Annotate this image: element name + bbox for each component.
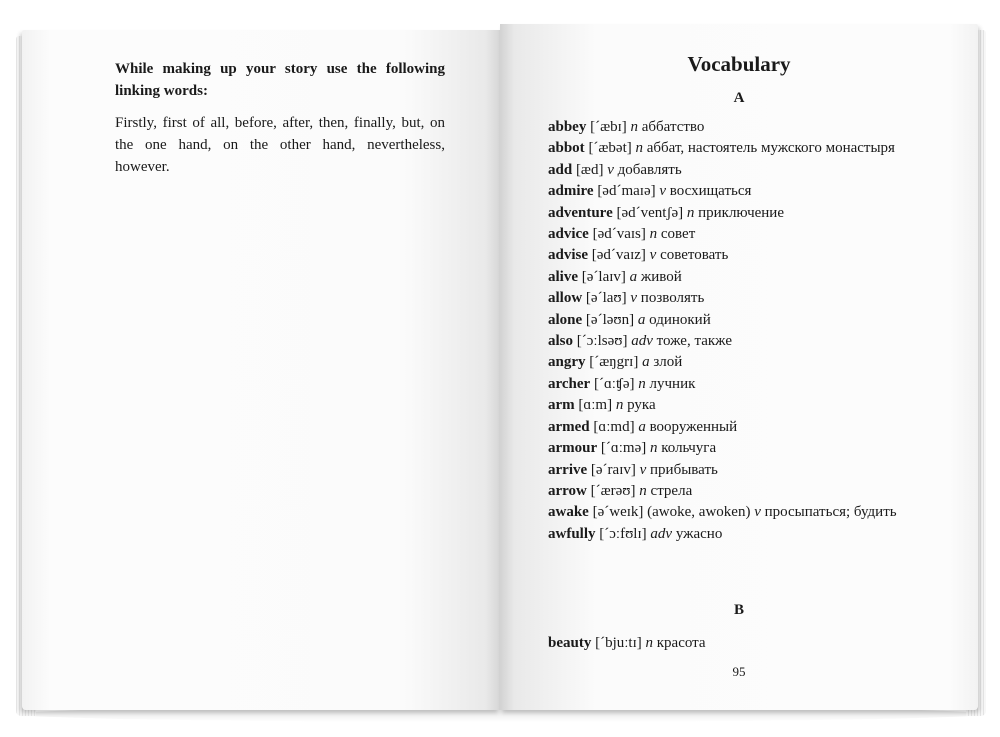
- vocab-entry: beauty [ˊbjuːtɪ] n красота: [548, 635, 706, 651]
- left-page-text: [115, 58, 445, 178]
- vocab-entry: armed [ɑːmd] a вооруженный: [548, 418, 738, 435]
- vocabulary-list-a: [548, 117, 920, 545]
- vocab-entry: arm [ɑːm] n рука: [548, 397, 656, 414]
- vocabulary-list-b: [548, 633, 920, 654]
- vocab-entry: arrive [əˊraɪv] v прибывать: [548, 461, 718, 478]
- vocab-entry: arrow [ˊærəʊ] n стрела: [548, 482, 693, 499]
- section-letter-a: A: [733, 90, 745, 106]
- vocab-entry: abbey [ˊæbɪ] n аббатство: [548, 119, 705, 135]
- vocab-entry: alive [əˊlaɪv] a живой: [548, 268, 682, 285]
- vocab-entry: adventure [ədˊventʃə] n приключение: [548, 204, 784, 221]
- vocabulary-title: Vocabulary: [687, 52, 791, 76]
- section-letter-b: B: [733, 602, 744, 618]
- instruction-text: While making up your story use the following linking words:: [115, 61, 445, 99]
- vocab-entry: also [ˊɔːlsəʊ] adv тоже, также: [548, 333, 732, 350]
- vocab-entry: awake [əˊweɪk] (awoke, awoken) v просыпаться; будить: [548, 504, 897, 521]
- vocab-entry: advise [ədˊvaɪz] v советовать: [548, 247, 729, 264]
- vocab-entry: alone [əˊləʊn] a одинокий: [548, 311, 711, 328]
- vocab-entry: awfully [ˊɔːfʊlɪ] adv ужасно: [548, 525, 723, 542]
- linking-words-text: Firstly, first of all, before, after, then, finally, but, on the one hand, on the other hand, nevertheless, however.: [115, 115, 445, 175]
- vocab-entry: allow [əˊlaʊ] v позволять: [548, 290, 705, 307]
- vocab-entry: archer [ˊɑːʧə] n лучник: [548, 375, 696, 392]
- vocab-entry: abbot [ˊæbət] n аббат, настоятель мужского монастыря: [548, 140, 895, 157]
- vocab-entry: advice [ədˊvaɪs] n совет: [548, 226, 696, 243]
- vocab-entry: angry [ˊæŋgrɪ] a злой: [548, 354, 683, 371]
- vocab-entry: armour [ˊɑːmə] n кольчуга: [548, 440, 717, 457]
- vocab-entry: admire [ədˊmaɪə] v восхищаться: [548, 183, 752, 200]
- vocab-entry: add [æd] v добавлять: [548, 161, 682, 178]
- page-number: 95: [732, 664, 746, 679]
